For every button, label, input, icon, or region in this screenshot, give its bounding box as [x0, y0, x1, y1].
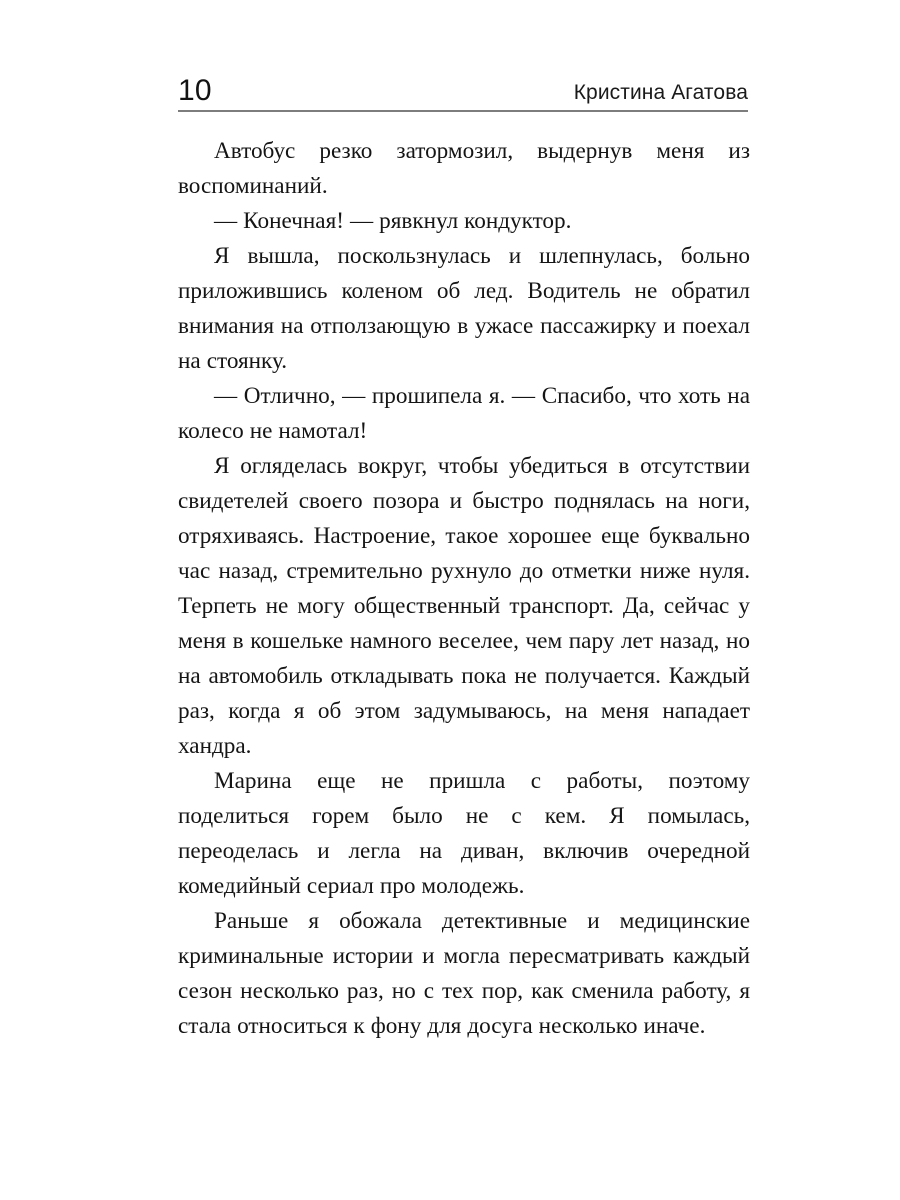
running-head — [178, 66, 748, 112]
paragraph: — Отлично, — прошипела я. — Спасибо, что хоть на колесо не намотал! — [178, 383, 750, 444]
paragraph: Автобус резко затормозил, выдернув меня из воспоминаний. — [178, 138, 750, 199]
paragraph: Я вышла, поскользнулась и шлепнулась, больно приложившись коленом об лед. Водитель не обратил внимания на отползающую в ужасе пассажирку и поехал на стоянку. — [178, 243, 750, 374]
paragraph: Марина еще не пришла с работы, поэтому поделиться горем было не с кем. Я помылась, переоделась и легла на диван, включив очередной комедийный сериал про молодежь. — [178, 768, 750, 899]
page-number: 10 — [178, 74, 212, 107]
paragraph: Раньше я обожала детективные и медицинские криминальные истории и могла пересматривать каждый сезон несколько раз, но с тех пор, как сменила работу, я стала относиться к фону для досуга несколько иначе. — [178, 908, 750, 1039]
paragraph: — Конечная! — рявкнул кондуктор. — [214, 208, 572, 234]
body-text — [178, 134, 750, 1044]
paragraph: Я огляделась вокруг, чтобы убедиться в отсутствии свидетелей своего позора и быстро поднялась на ноги, отряхиваясь. Настроение, такое хорошее еще буквально час назад, стремительно рухнуло до отметки ниже нуля. Терпеть не могу общественный транспорт. Да, сейчас у меня в кошельке намного веселее, чем пару лет назад, но на автомобиль откладывать пока не получается. Каждый раз, когда я об этом задумываюсь, на меня нападает хандра. — [178, 453, 750, 759]
author-name: Кристина Агатова — [573, 81, 748, 104]
